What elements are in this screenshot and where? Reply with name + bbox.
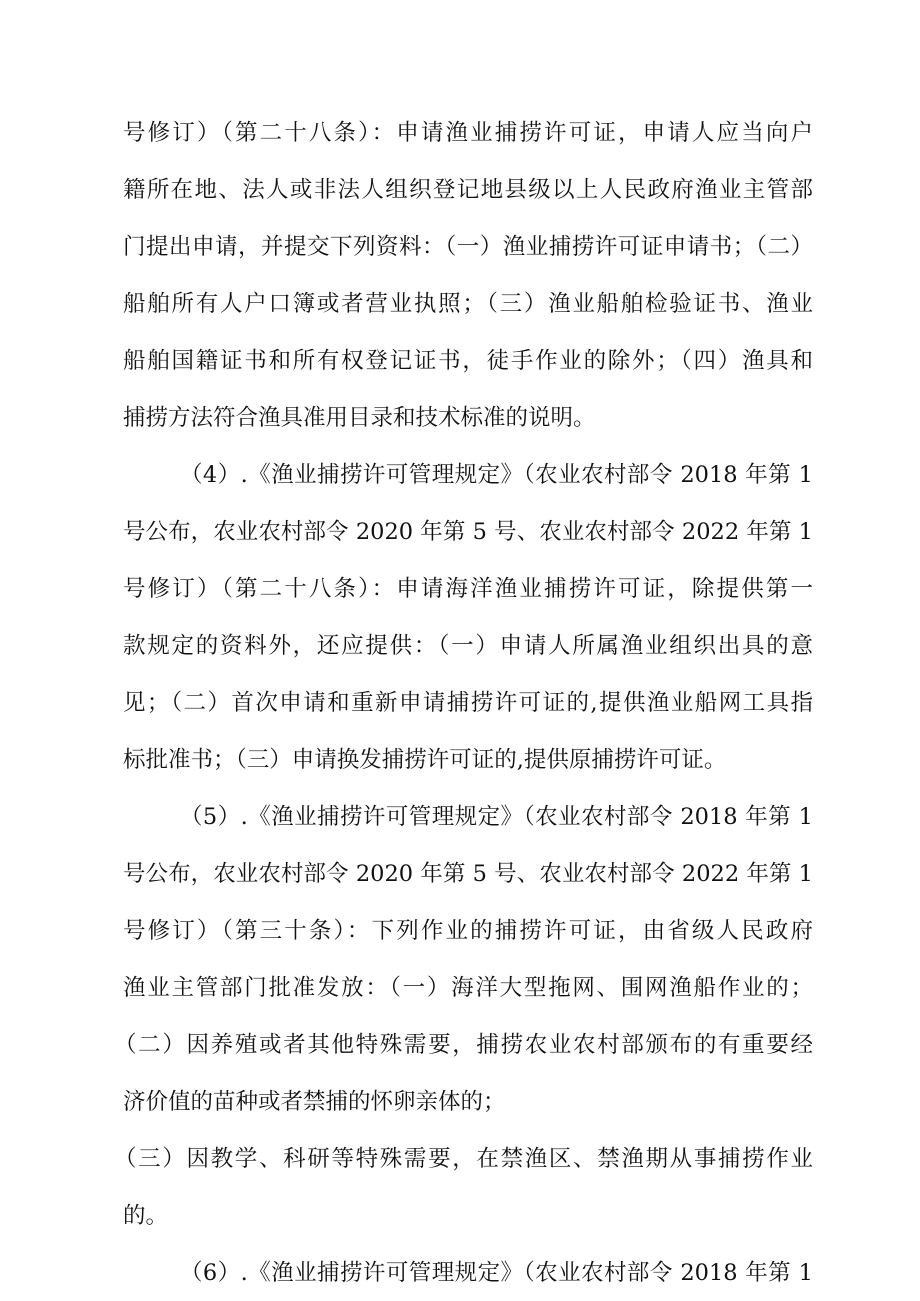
text-line: 捕捞方法符合渔具准用目录和技术标准的说明。: [123, 405, 596, 431]
text-line: （5）.《渔业捕捞许可管理规定》（农业农村部令 2018 年第 1: [180, 804, 813, 830]
text-line: 见；（二）首次申请和重新申请捕捞许可证的,提供渔业船网工具指: [123, 690, 813, 716]
text-line: 籍所在地、法人或非法人组织登记地县级以上人民政府渔业主管部: [123, 177, 813, 203]
text-line: 标批准书；（三）申请换发捕捞许可证的,提供原捕捞许可证。: [123, 747, 727, 773]
text-line: 的。: [123, 1203, 169, 1229]
text-line: 款规定的资料外，还应提供：（一）申请人所属渔业组织出具的意: [123, 633, 813, 659]
text-line: 渔业主管部门批准发放：（一）海洋大型拖网、围网渔船作业的；: [123, 975, 813, 1001]
text-line: 号公布，农业农村部令 2020 年第 5 号、农业农村部令 2022 年第 1: [123, 861, 813, 887]
text-line: 济价值的苗种或者禁捕的怀卵亲体的；: [123, 1089, 506, 1115]
text-line: 船舶所有人户口簿或者营业执照；（三）渔业船舶检验证书、渔业: [123, 291, 813, 317]
text-line: （二）因养殖或者其他特殊需要，捕捞农业农村部颁布的有重要经: [114, 1032, 813, 1058]
text-line: （6）.《渔业捕捞许可管理规定》（农业农村部令 2018 年第 1: [180, 1260, 813, 1286]
text-line: （三）因教学、科研等特殊需要，在禁渔区、禁渔期从事捕捞作业: [114, 1146, 813, 1172]
text-line: 船舶国籍证书和所有权登记证书，徒手作业的除外；（四）渔具和: [123, 348, 813, 374]
text-line: （4）.《渔业捕捞许可管理规定》（农业农村部令 2018 年第 1: [180, 462, 813, 488]
text-line: 号修订）（第二十八条）：申请渔业捕捞许可证，申请人应当向户: [123, 120, 813, 146]
text-line: 门提出申请，并提交下列资料：（一）渔业捕捞许可证申请书；（二）: [123, 234, 813, 260]
text-line: 号修订）（第三十条）：下列作业的捕捞许可证，由省级人民政府: [123, 918, 813, 944]
text-line: 号公布，农业农村部令 2020 年第 5 号、农业农村部令 2022 年第 1: [123, 519, 813, 545]
text-line: 号修订）（第二十八条）：申请海洋渔业捕捞许可证，除提供第一: [123, 576, 813, 602]
